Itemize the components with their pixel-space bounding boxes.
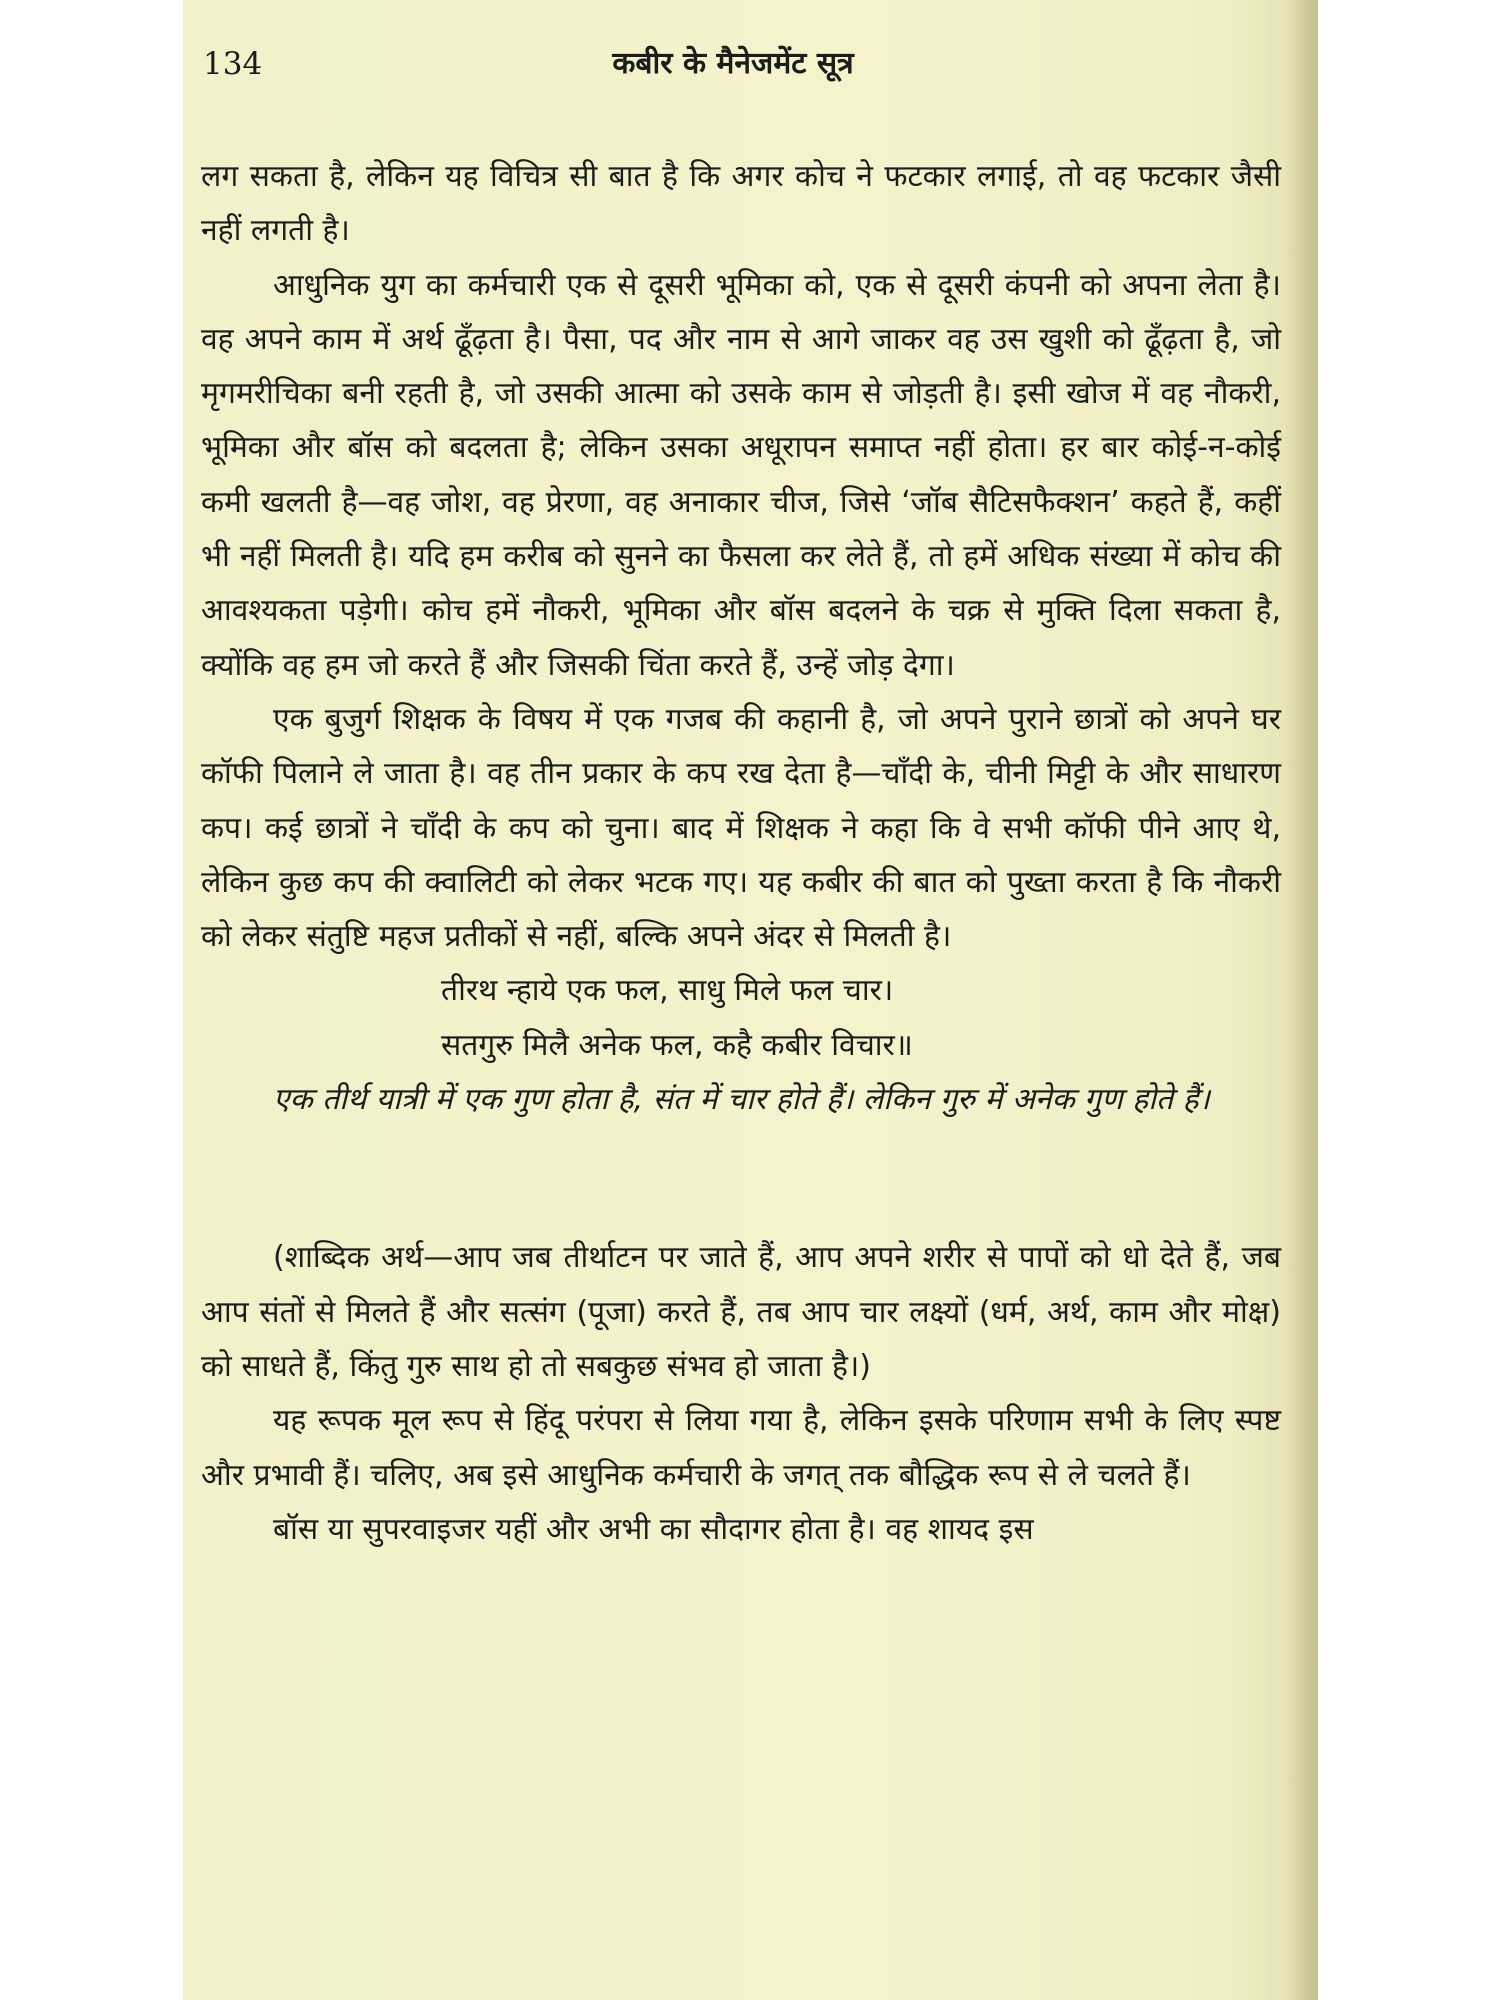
book-page bbox=[183, 0, 1318, 2000]
page-spine-shadow bbox=[1284, 0, 1318, 2000]
paragraph-teacher-story: एक बुजुर्ग शिक्षक के विषय में एक गजब की कहानी है, जो अपने पुराने छात्रों को अपने घर कॉफी पिलाने ले जाता है। वह तीन प्रकार के कप रख देता है—चाँदी के, चीनी मिट्टी के और साधारण कप। कई छात्रों ने चाँदी के कप को चुना। बाद में शिक्षक ने कहा कि वे सभी कॉफी पीने आए थे, लेकिन कुछ कप की क्वालिटी को लेकर भटक गए। यह कबीर की बात को पुख्ता करता है कि नौकरी को लेकर संतुष्टि महज प्रतीकों से नहीं, बल्कि अपने अंदर से मिलती है। bbox=[201, 701, 1281, 955]
paragraph-metaphor: यह रूपक मूल रूप से हिंदू परंपरा से लिया गया है, लेकिन इसके परिणाम सभी के लिए स्पष्ट और प्रभावी हैं। चलिए, अब इसे आधुनिक कर्मचारी के जगत् तक बौद्धिक रूप से ले चलते हैं। bbox=[201, 1403, 1281, 1493]
couplet-line-2: सतगुरु मिलै अनेक फल, कहै कबीर विचार॥ bbox=[441, 1027, 913, 1063]
couplet-meaning: एक तीर्थ यात्री में एक गुण होता है, संत में चार होते हैं। लेकिन गुरु में अनेक गुण होते हैं। bbox=[273, 1082, 1210, 1118]
page-body bbox=[201, 150, 1281, 1557]
running-title: कबीर के मैनेजमेंट सूत्र bbox=[612, 46, 854, 81]
paragraph-boss: बॉस या सुपरवाइजर यहीं और अभी का सौदागर होता है। वह शायद इस bbox=[273, 1511, 1034, 1547]
paragraph-modern-employee: आधुनिक युग का कर्मचारी एक से दूसरी भूमिका को, एक से दूसरी कंपनी को अपना लेता है। वह अपने काम में अर्थ ढूँढ़ता है। पैसा, पद और नाम से आगे जाकर वह उस खुशी को ढूँढ़ता है, जो मृगमरीचिका बनी रहती है, जो उसकी आत्मा को उसके काम से जोड़ती है। इसी खोज में वह नौकरी, भूमिका और बॉस को बदलता है; लेकिन उसका अधूरापन समाप्त नहीं होता। हर बार कोई-न-कोई कमी खलती है—वह जोश, वह प्रेरणा, वह अनाकार चीज, जिसे ‘जॉब सैटिसफैक्शन’ कहते हैं, कहीं भी नहीं मिलती है। यदि हम करीब को सुनने का फैसला कर लेते हैं, तो हमें अधिक संख्या में कोच की आवश्यकता पड़ेगी। कोच हमें नौकरी, भूमिका और बॉस बदलने के चक्र से मुक्ति दिला सकता है, क्योंकि वह हम जो करते हैं और जिसकी चिंता करते हैं, उन्हें जोड़ देगा। bbox=[201, 267, 1281, 683]
page-number: 134 bbox=[203, 46, 263, 82]
section-gap bbox=[201, 1127, 1281, 1231]
couplet-line-1: तीरथ न्हाये एक फल, साधु मिले फल चार। bbox=[441, 973, 894, 1009]
literal-meaning: (शाब्दिक अर्थ—आप जब तीर्थाटन पर जाते हैं, आप अपने शरीर से पापों को धो देते हैं, जब आप संतों से मिलते हैं और सत्संग (पूजा) करते हैं, तब आप चार लक्ष्यों (धर्म, अर्थ, काम और मोक्ष) को साधते हैं, किंतु गुरु साथ हो तो सबकुछ संभव हो जाता है।) bbox=[201, 1240, 1281, 1384]
page-header bbox=[193, 42, 1273, 92]
paragraph-continued: लग सकता है, लेकिन यह विचित्र सी बात है कि अगर कोच ने फटकार लगाई, तो वह फटकार जैसी नहीं लगती है। bbox=[201, 159, 1281, 249]
